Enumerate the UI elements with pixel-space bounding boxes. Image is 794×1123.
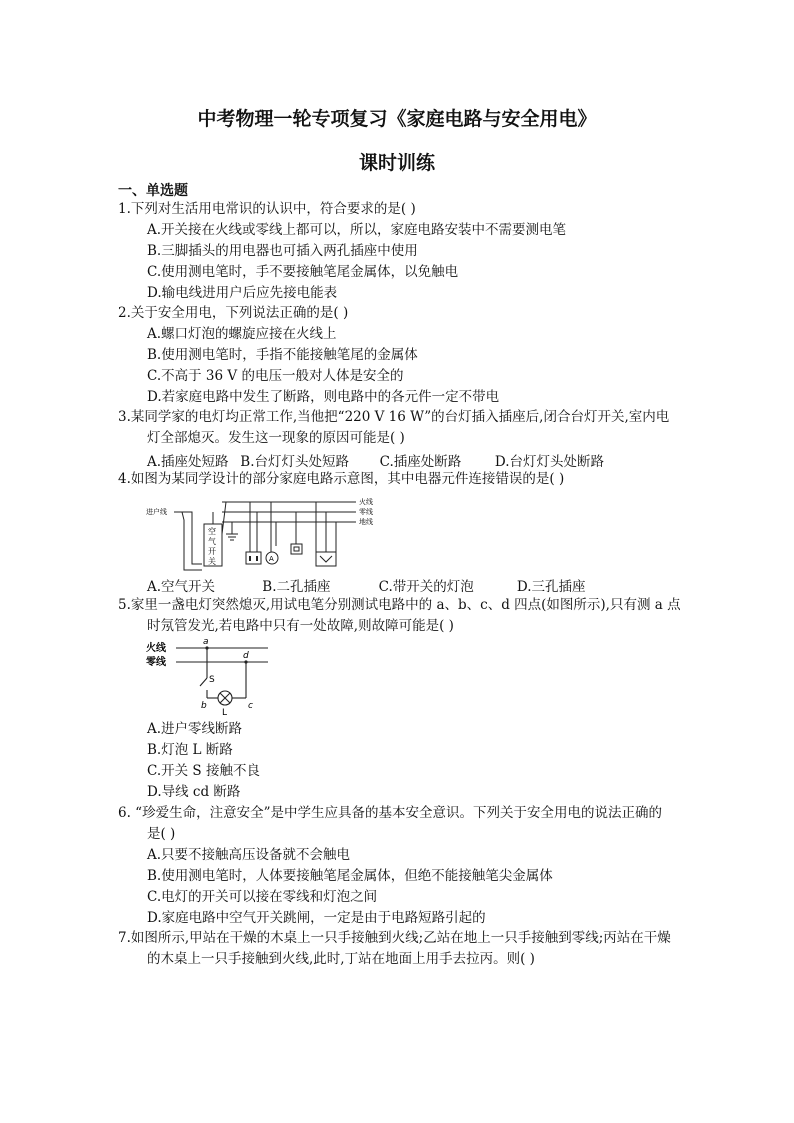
- question-1-option-a: A.开关接在火线或零线上都可以，所以，家庭电路安装中不需要测电笔: [147, 222, 567, 238]
- question-1-stem: 1.下列对生活用电常识的认识中，符合要求的是( ): [118, 201, 416, 217]
- label-live-wire: 火线: [359, 498, 373, 506]
- point-a-label: a: [203, 637, 209, 647]
- question-4-option-b: B.二孔插座: [262, 579, 331, 595]
- question-6-option-c: C.电灯的开关可以接在零线和灯泡之间: [147, 889, 378, 905]
- question-4-stem: 4.如图为某同学设计的部分家庭电路示意图，其中电器元件连接错误的是( ): [118, 471, 565, 487]
- question-4-options: [147, 575, 586, 595]
- question-5-option-d: D.导线 cd 断路: [147, 784, 241, 800]
- question-5-option-a: A.进户零线断路: [147, 721, 243, 737]
- question-6-stem-line1: 6. “珍爱生命，注意安全”是中学生应具备的基本安全意识。下列关于安全用电的说法正确的: [118, 805, 662, 821]
- point-c-label: c: [248, 701, 253, 711]
- lamp-l-label: L: [222, 708, 228, 716]
- breaker-label-1: 空: [208, 527, 216, 536]
- question-6-stem-line2: 是( ): [147, 826, 176, 842]
- question-3-stem-line1: 3.某同学家的电灯均正常工作,当他把“220 V 16 W”的台灯插入插座后,闭合台灯开关,室内电: [118, 409, 670, 425]
- document-subtitle: 课时训练: [358, 152, 435, 174]
- question-3-option-d: D.台灯灯头处断路: [494, 454, 605, 470]
- household-circuit-diagram: [140, 494, 390, 574]
- point-b-label: b: [201, 701, 207, 711]
- question-3-option-b: B.台灯灯头处短路: [240, 454, 350, 470]
- question-1-option-b: B.三脚插头的用电器也可插入两孔插座中使用: [147, 243, 418, 259]
- question-5-stem-line2: 时氖管发光,若电路中只有一处故障,则故障可能是( ): [147, 618, 454, 634]
- question-2-option-c: C.不高于 36 V 的电压一般对人体是安全的: [147, 368, 404, 384]
- label-inlet: 进户线: [146, 508, 167, 516]
- lamp-label: A: [269, 555, 274, 563]
- label-neutral-wire: 零线: [359, 508, 373, 516]
- question-3-option-a: A.插座处短路: [147, 454, 229, 470]
- point-d-label: d: [243, 651, 249, 661]
- question-7-stem-line1: 7.如图所示,甲站在干燥的木桌上一只手接触到火线;乙站在地上一只手接触到零线;丙站在干燥: [118, 930, 671, 946]
- breaker-label-3: 开: [208, 547, 216, 556]
- question-1-option-d: D.输电线进用户后应先接电能表: [147, 285, 338, 301]
- question-2-option-b: B.使用测电笔时，手指不能接触笔尾的金属体: [147, 347, 418, 363]
- question-6-option-d: D.家庭电路中空气开关跳闸，一定是由于电路短路引起的: [147, 910, 486, 926]
- breaker-label-4: 关: [208, 557, 216, 566]
- question-2-option-a: A.螺口灯泡的螺旋应接在火线上: [147, 326, 337, 342]
- question-2-option-d: D.若家庭电路中发生了断路，则电路中的各元件一定不带电: [147, 389, 500, 405]
- section-heading: 一、单选题: [118, 183, 188, 199]
- label-neutral-wire-5: 零线: [146, 657, 166, 668]
- question-4-option-a: A.空气开关: [147, 579, 216, 595]
- document-title: 中考物理一轮专项复习《家庭电路与安全用电》: [197, 108, 597, 130]
- question-3-stem-line2: 灯全部熄灭。发生这一现象的原因可能是( ): [147, 430, 405, 446]
- question-6-option-b: B.使用测电笔时，人体要接触笔尾金属体，但绝不能接触笔尖金属体: [147, 868, 553, 884]
- switch-s-label: S: [209, 675, 215, 685]
- fault-circuit-diagram: [144, 636, 274, 716]
- question-4-option-d: D.三孔插座: [516, 579, 586, 595]
- label-ground-wire: 地线: [359, 518, 373, 526]
- question-1-option-c: C.使用测电笔时，手不要接触笔尾金属体，以免触电: [147, 264, 459, 280]
- question-3-option-c: C.插座处断路: [379, 454, 462, 470]
- question-4-option-c: C.带开关的灯泡: [378, 579, 474, 595]
- question-5-stem-line1: 5.家里一盏电灯突然熄灭,用试电笔分别测试电路中的 a、b、c、d 四点(如图所示),只有测 a 点: [118, 597, 681, 613]
- question-5-option-b: B.灯泡 L 断路: [147, 742, 233, 758]
- question-2-stem: 2.关于安全用电，下列说法正确的是( ): [118, 305, 349, 321]
- label-live-wire-5: 火线: [146, 643, 166, 654]
- question-7-stem-line2: 的木桌上一只手接触到火线,此时,丁站在地面上用手去拉丙。则( ): [147, 951, 535, 967]
- question-6-option-a: A.只要不接触高压设备就不会触电: [147, 847, 351, 863]
- question-5-option-c: C.开关 S 接触不良: [147, 763, 260, 779]
- question-3-options: [147, 450, 604, 470]
- breaker-label-2: 气: [208, 537, 216, 546]
